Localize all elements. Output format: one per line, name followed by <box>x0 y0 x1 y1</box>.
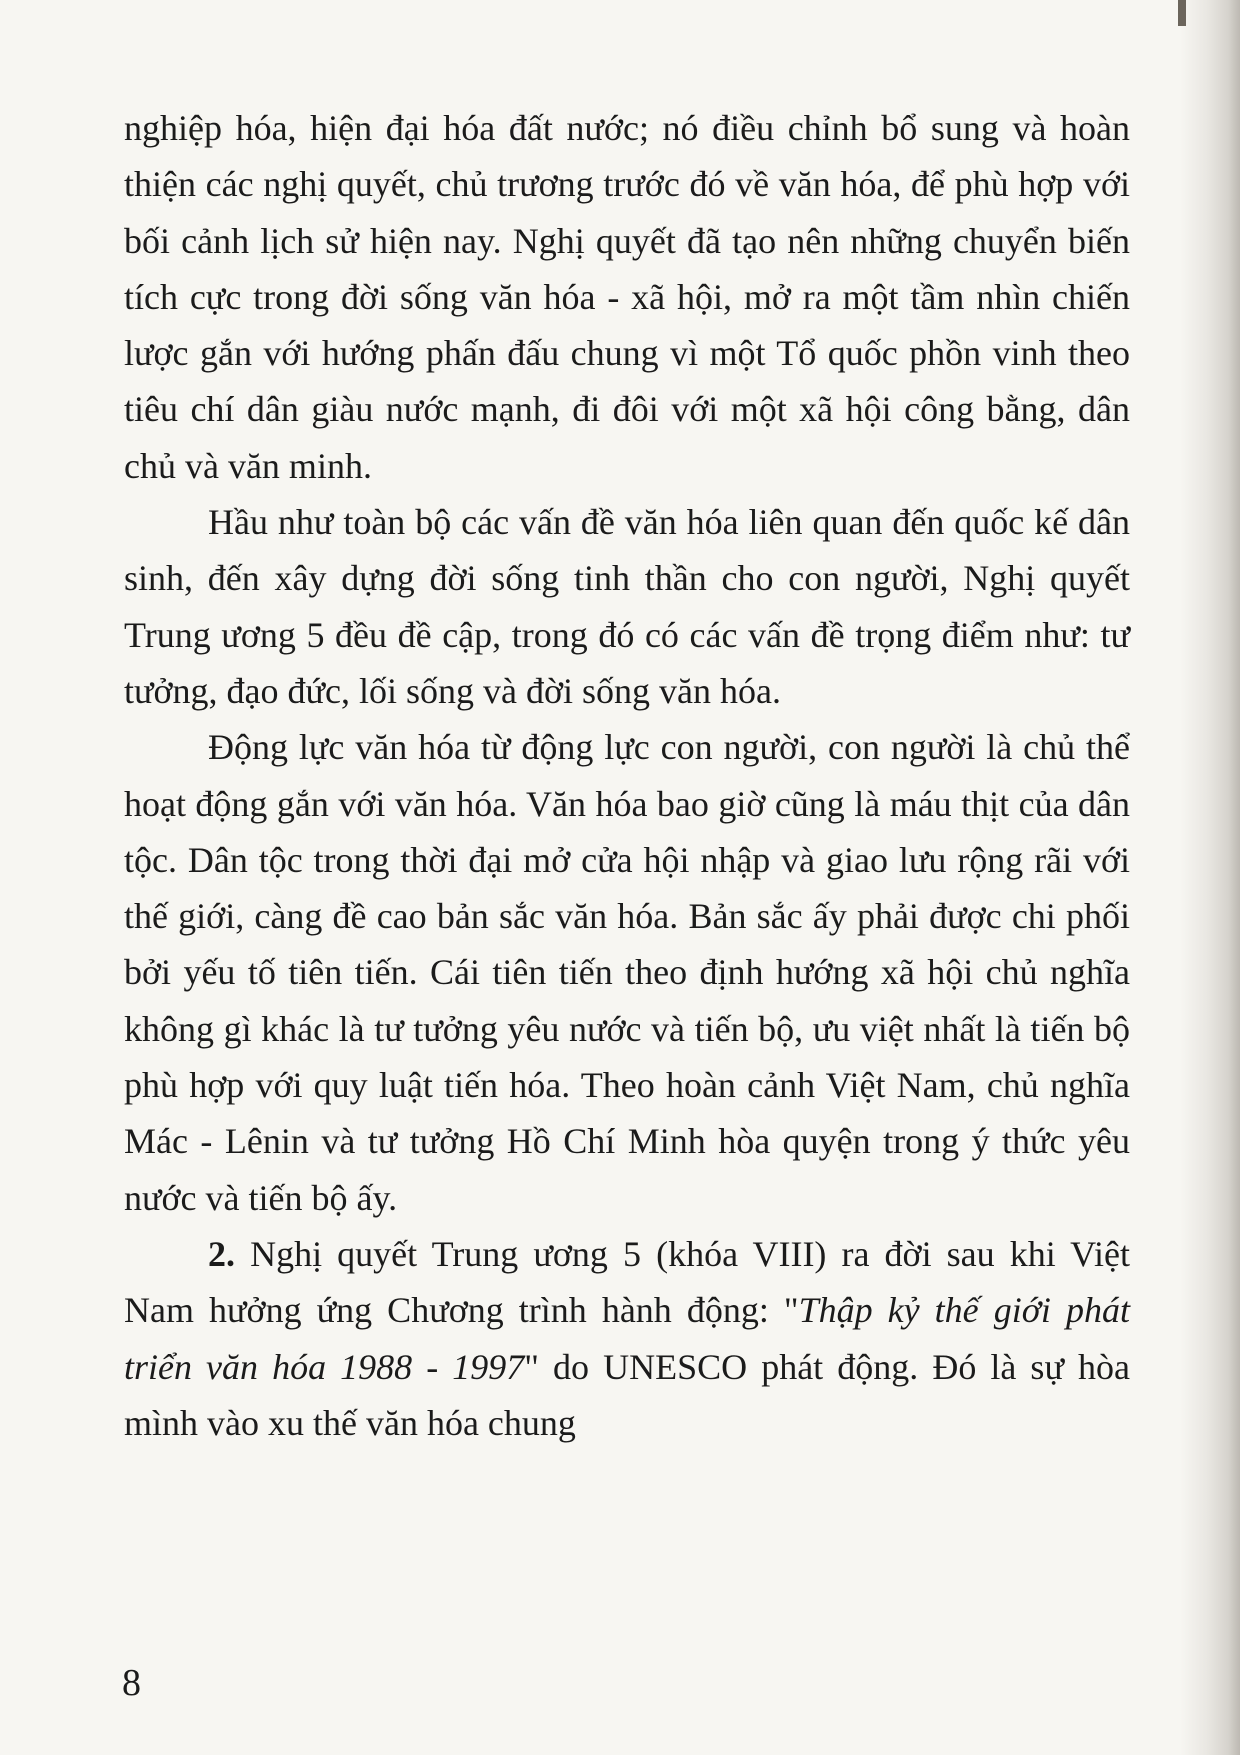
paragraph-4-text-after: " do UNESCO phát động. Đó là sự hòa mình vào xu thế văn hóa chung <box>124 1346 1130 1443</box>
body-text <box>124 100 1130 1451</box>
page-spine-shadow <box>1180 0 1240 1755</box>
program-title: Thập kỷ thế giới phát triển văn hóa 1988 - 1997 <box>124 1290 1130 1387</box>
paragraph-2: Hầu như toàn bộ các vấn đề văn hóa liên quan đến quốc kế dân sinh, đến xây dựng đời sống tinh thần cho con người, Nghị quyết Trung ương 5 đều đề cập, trong đó có các vấn đề trọng điểm như: tư tưởng, đạo đức, lối sống và đời sống văn hóa. <box>124 502 1130 711</box>
paragraph-4-text-before: Nghị quyết Trung ương 5 (khóa VIII) ra đời sau khi Việt Nam hưởng ứng Chương trình hành động: " <box>124 1233 1130 1331</box>
page-edge-mark <box>1178 0 1186 26</box>
section-number: 2. <box>208 1233 235 1274</box>
paragraph-4 <box>124 1226 1130 1451</box>
paragraph-3: Động lực văn hóa từ động lực con người, con người là chủ thể hoạt động gắn với văn hóa. Văn hóa bao giờ cũng là máu thịt của dân tộc. Dân tộc trong thời đại mở cửa hội nhập và giao lưu rộng rãi với thế giới, càng đề cao bản sắc văn hóa. Bản sắc ấy phải được chi phối bởi yếu tố tiên tiến. Cái tiên tiến theo định hướng xã hội chủ nghĩa không gì khác là tư tưởng yêu nước và tiến bộ, ưu việt nhất là tiến bộ phù hợp với quy luật tiến hóa. Theo hoàn cảnh Việt Nam, chủ nghĩa Mác - Lênin và tư tưởng Hồ Chí Minh hòa quyện trong ý thức yêu nước và tiến bộ ấy. <box>124 727 1130 1218</box>
paragraph-1: nghiệp hóa, hiện đại hóa đất nước; nó điều chỉnh bổ sung và hoàn thiện các nghị quyết, chủ trương trước đó về văn hóa, để phù hợp với bối cảnh lịch sử hiện nay. Nghị quyết đã tạo nên những chuyển biến tích cực trong đời sống văn hóa - xã hội, mở ra một tầm nhìn chiến lược gắn với hướng phấn đấu chung vì một Tổ quốc phồn vinh theo tiêu chí dân giàu nước mạnh, đi đôi với một xã hội công bằng, dân chủ và văn minh. <box>124 108 1130 486</box>
page-number: 8 <box>122 1662 141 1704</box>
